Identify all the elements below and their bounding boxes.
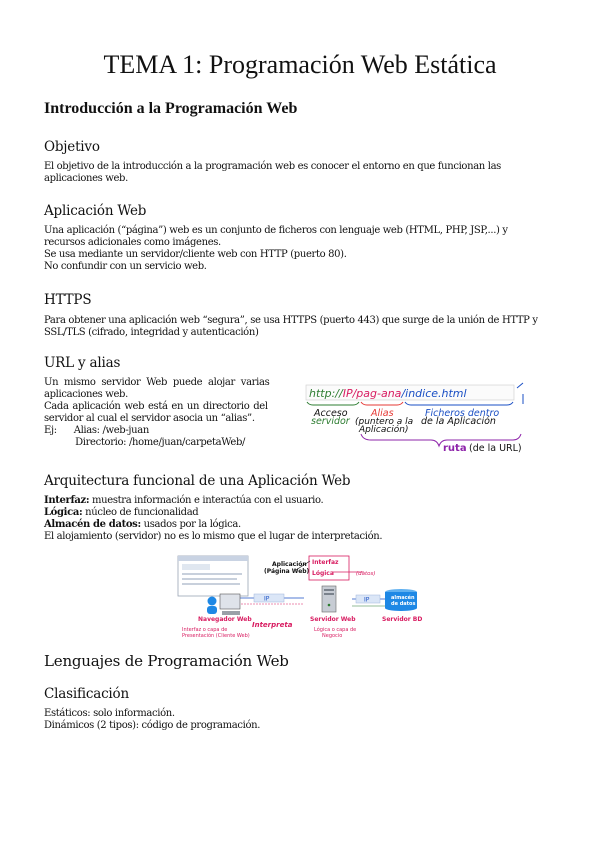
url-ip: IP bbox=[342, 387, 353, 400]
almacen-label: almacén bbox=[391, 595, 415, 601]
ficheros-label: de la Aplicación bbox=[421, 416, 496, 427]
logica-term: Lógica: bbox=[44, 507, 83, 518]
acceso-label: Acceso bbox=[314, 408, 348, 419]
interfaz-layer-label: Interfaz bbox=[312, 559, 339, 566]
ficheros-bracket bbox=[405, 402, 513, 405]
almacen-text: usados por la lógica. bbox=[140, 519, 241, 530]
navegador-web-label: Navegador Web bbox=[198, 616, 252, 623]
lenguajes-heading: Lenguajes de Programación Web bbox=[44, 652, 289, 670]
alias-bracket bbox=[361, 402, 403, 405]
ruta-label: ruta bbox=[443, 443, 467, 454]
interfaz-capa-label: Interfaz o capa de bbox=[182, 627, 228, 633]
browser-window bbox=[178, 556, 248, 596]
presentacion-capa-label: Presentación (Cliente Web) bbox=[182, 633, 250, 639]
arquitectura-item bbox=[44, 519, 558, 531]
url-alias-line: aplicaciones web. bbox=[44, 389, 128, 400]
aplicacion-web-line: Se usa mediante un servidor/cliente web con HTTP (puerto 80). bbox=[44, 249, 347, 260]
url-structure-diagram bbox=[305, 380, 535, 456]
intro-heading: Introducción a la Programación Web bbox=[44, 100, 298, 117]
objetivo-line: aplicaciones web. bbox=[44, 173, 128, 184]
browser-toolbar bbox=[178, 556, 248, 561]
servidor-bd-label: Servidor BD bbox=[382, 616, 423, 623]
clasificacion-line: Estáticos: solo información. bbox=[44, 708, 175, 719]
objetivo-heading: Objetivo bbox=[44, 139, 100, 155]
arquitectura-note: El alojamiento (servidor) no es lo mismo que el lugar de interpretación. bbox=[44, 531, 383, 542]
objetivo-line: El objetivo de la introducción a la programación web es conocer el entorno en que funcionan las bbox=[44, 161, 501, 172]
architecture-diagram bbox=[176, 554, 424, 642]
interfaz-text: muestra información e interactúa con el usuario. bbox=[89, 495, 324, 506]
alias-label: Alias bbox=[371, 408, 394, 419]
acceso-servidor-label: servidor bbox=[311, 416, 350, 427]
url-alias-line: Un mismo servidor Web puede alojar varias bbox=[44, 377, 270, 388]
browser-content-line bbox=[182, 578, 237, 580]
web-server-slot bbox=[324, 589, 334, 591]
interfaz-term: Interfaz: bbox=[44, 495, 90, 506]
url-alias-paragraph bbox=[44, 377, 298, 449]
client-keyboard-icon bbox=[222, 611, 240, 615]
page-title: TEMA 1: Programación Web Estática bbox=[103, 50, 497, 79]
web-server-led bbox=[328, 604, 331, 607]
client-monitor-icon bbox=[220, 594, 240, 609]
user-body-icon bbox=[207, 606, 217, 614]
arquitectura-item bbox=[44, 495, 558, 507]
url-prefix: http:// bbox=[309, 387, 343, 400]
url-text bbox=[309, 387, 467, 400]
aplicacion-web-heading: Aplicación Web bbox=[44, 203, 147, 219]
aplicacion-web-line: No confundir con un servicio web. bbox=[44, 261, 207, 272]
acceso-bracket bbox=[307, 402, 359, 405]
pagina-web-label: (Página Web) bbox=[264, 568, 310, 575]
aplicacion-web-line: recursos adicionales como imágenes. bbox=[44, 237, 221, 248]
interpreta-label: Interpreta bbox=[252, 621, 293, 629]
https-line: SSL/TLS (cifrado, integridad y autenticación) bbox=[44, 327, 259, 338]
negocio-capa-label: Negocio bbox=[322, 633, 343, 639]
url-alias-line: Ej: Alias: /web-juan bbox=[44, 425, 149, 436]
browser-content-line bbox=[182, 583, 240, 585]
logica-capa-label: Lógica o capa de bbox=[314, 627, 357, 633]
https-line: Para obtener una aplicación web “segura”, se usa HTTPS (puerto 443) que surge de la unión de HTTP y bbox=[44, 315, 538, 326]
user-head-icon bbox=[208, 597, 217, 606]
clasificacion-line: Dinámicos (2 tipos): código de programación. bbox=[44, 720, 261, 731]
servidor-web-label: Servidor Web bbox=[310, 616, 356, 623]
clasificacion-paragraph bbox=[44, 708, 558, 732]
ruta-sub-label: (de la URL) bbox=[469, 443, 522, 454]
arquitectura-list bbox=[44, 495, 558, 543]
url-file-part: /indice.html bbox=[401, 387, 467, 400]
url-alias-part: /pag-ana bbox=[352, 387, 402, 400]
browser-content-block bbox=[182, 564, 210, 570]
url-alias-line: Cada aplicación web está en un directorio del bbox=[44, 401, 268, 412]
logica-layer-label: Lógica bbox=[312, 570, 334, 577]
clasificacion-heading: Clasificación bbox=[44, 686, 129, 702]
url-alias-line: Directorio: /home/juan/carpetaWeb/ bbox=[44, 437, 246, 448]
url-alias-line: servidor al cual el servidor asocia un “alias”. bbox=[44, 413, 255, 424]
aplicacion-web-line: Una aplicación (“página”) web es un conjunto de ficheros con lenguaje web (HTML, PHP, JSP,...) y bbox=[44, 225, 508, 236]
de-datos-label: de datos bbox=[391, 601, 416, 607]
datos-label: (datos) bbox=[356, 571, 376, 577]
aplicacion-label: Aplicación bbox=[272, 561, 307, 568]
alias-sub-label: (puntero a la bbox=[355, 417, 414, 427]
almacen-term: Almacén de datos: bbox=[44, 519, 141, 530]
https-heading: HTTPS bbox=[44, 292, 92, 308]
aplicacion-web-paragraph bbox=[44, 225, 558, 273]
ficheros-label: Ficheros dentro bbox=[425, 408, 500, 419]
alias-sub-label: Aplicación) bbox=[359, 425, 409, 435]
url-arrow-tick bbox=[517, 383, 523, 388]
arquitectura-item bbox=[44, 507, 558, 519]
objetivo-paragraph bbox=[44, 161, 558, 185]
logica-text: núcleo de funcionalidad bbox=[82, 507, 199, 518]
url-alias-heading: URL y alias bbox=[44, 355, 121, 371]
ip-label: IP bbox=[364, 596, 370, 604]
https-paragraph bbox=[44, 315, 558, 339]
browser-content-line bbox=[182, 573, 242, 575]
web-server-slot bbox=[324, 593, 334, 595]
ip-label: IP bbox=[264, 595, 270, 603]
arquitectura-heading: Arquitectura funcional de una Aplicación Web bbox=[44, 473, 351, 489]
